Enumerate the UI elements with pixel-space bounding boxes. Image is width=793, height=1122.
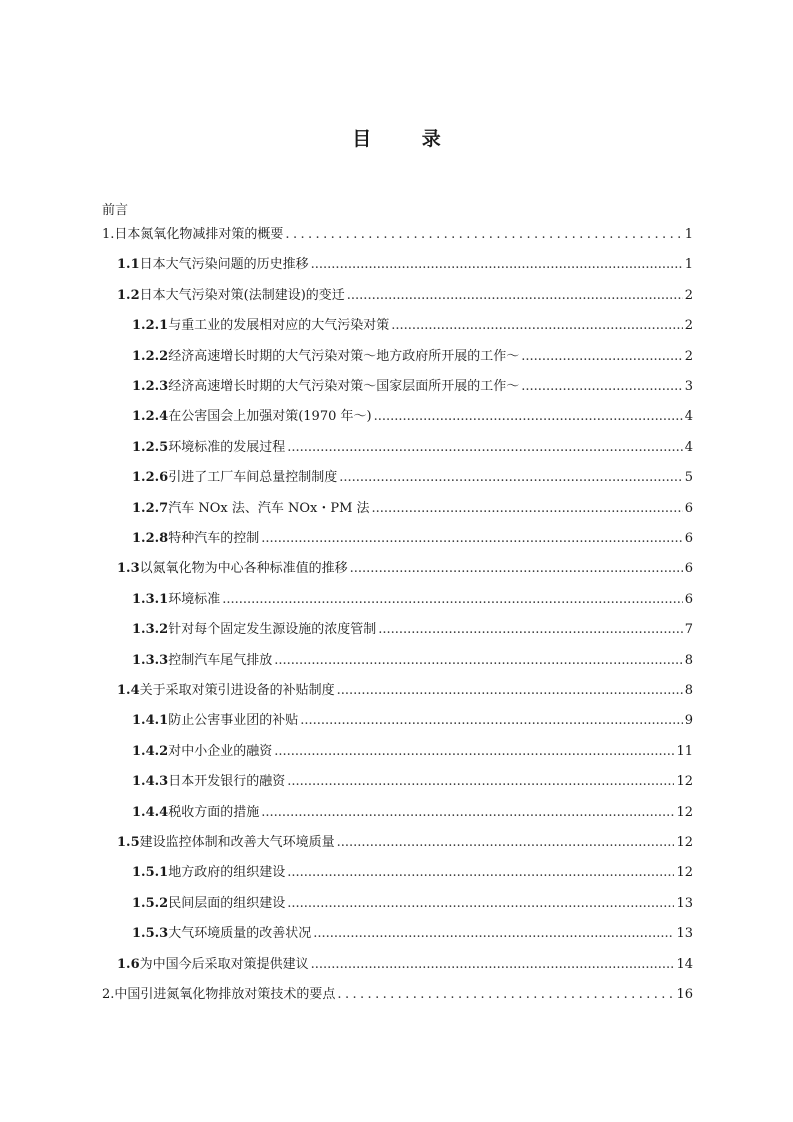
toc-entry[interactable]	[132, 316, 693, 336]
toc-entry[interactable]	[132, 863, 693, 883]
toc-entry-preface[interactable]: 前言	[102, 203, 129, 218]
toc-entry-title: 为中国今后采取对策提供建议	[139, 956, 309, 972]
toc-leader-dots	[287, 772, 674, 792]
toc-entry-number: 1.	[102, 227, 115, 242]
toc-entry[interactable]	[117, 833, 693, 853]
toc-entry[interactable]	[117, 681, 693, 701]
toc-entry-title: 日本大气污染问题的历史推移	[139, 257, 309, 273]
toc-leader-dots	[337, 985, 674, 1005]
toc-entry[interactable]	[132, 711, 693, 731]
toc-entry-title: 在公害国会上加强对策(1970 年～)	[168, 409, 372, 425]
toc-entry-number: 1.3.3	[132, 652, 169, 668]
toc-entry-title: 汽车 NOx 法、汽车 NOx・PM 法	[168, 500, 370, 516]
toc-leader-dots	[285, 225, 682, 245]
toc-entry-page: 4	[684, 409, 693, 425]
toc-leader-dots	[337, 681, 683, 701]
toc-leader-dots	[313, 924, 674, 944]
toc-entry-page: 2	[684, 348, 693, 364]
toc-leader-dots	[311, 955, 675, 975]
toc-entry[interactable]	[132, 651, 693, 671]
toc-entry-number: 1.3.1	[132, 591, 169, 607]
toc-leader-dots	[300, 711, 683, 731]
toc-entry-title: 特种汽车的控制	[168, 531, 260, 546]
toc-entry-title: 针对每个固定发生源设施的浓度管制	[168, 622, 377, 638]
toc-entry[interactable]	[132, 529, 693, 549]
toc-entry-title: 以氮氧化物为中心各种标准值的推移	[139, 561, 348, 577]
toc-entry-title: 经济高速增长时期的大气污染对策～国家层面所开展的工作～	[168, 379, 520, 394]
toc-entry-title: 民间层面的组织建设	[168, 895, 286, 911]
toc-entry-title: 日本大气污染对策(法制建设)的变迁	[139, 287, 345, 303]
toc-entry[interactable]	[132, 438, 693, 458]
toc-entry-page: 12	[676, 774, 693, 790]
toc-entry-number: 1.6	[117, 956, 140, 972]
toc-leader-dots	[378, 620, 683, 640]
toc-leader-dots	[339, 468, 683, 488]
toc-entry[interactable]	[132, 742, 693, 762]
toc-entry-number: 1.4	[117, 683, 140, 698]
toc-leader-dots	[521, 347, 683, 367]
toc-entry[interactable]	[132, 468, 693, 488]
toc-entry-number: 1.4.4	[132, 804, 169, 820]
toc-entry-number: 1.2.6	[132, 470, 169, 486]
toc-entry-number: 1.4.1	[132, 713, 169, 729]
toc-entry-title: 对中小企业的融资	[168, 743, 273, 759]
toc-leader-dots	[374, 407, 683, 427]
toc-entry-page: 14	[676, 956, 693, 972]
toc-entry[interactable]	[132, 924, 693, 944]
toc-entry-number: 1.2.1	[132, 318, 169, 334]
toc-leader-dots	[521, 377, 683, 397]
toc-entry-title: 日本氮氧化物减排对策的概要	[114, 227, 284, 242]
toc-entry[interactable]	[102, 985, 693, 1005]
toc-entry-title: 防止公害事业团的补贴	[168, 713, 299, 729]
toc-entry[interactable]	[132, 894, 693, 914]
toc-entry-page: 2	[684, 287, 693, 303]
toc-leader-dots	[287, 894, 674, 914]
toc-entry[interactable]	[117, 286, 693, 306]
toc-entry-page: 6	[684, 591, 693, 607]
toc-entry-title: 经济高速增长时期的大气污染对策～地方政府所开展的工作～	[168, 348, 520, 364]
toc-entry-title: 日本开发银行的融资	[168, 774, 286, 790]
toc-entry-title: 环境标准的发展过程	[168, 439, 286, 455]
toc-entry-number: 1.4.2	[132, 743, 169, 759]
toc-entry[interactable]	[102, 225, 693, 245]
toc-leader-dots	[337, 833, 675, 853]
toc-entry-number: 1.1	[117, 257, 140, 273]
toc-leader-dots	[274, 742, 674, 762]
toc-entry-page: 9	[684, 713, 693, 729]
toc-entry-number: 1.5.2	[132, 895, 169, 911]
toc-entry-number: 1.3	[117, 561, 140, 577]
toc-entry[interactable]	[117, 559, 693, 579]
toc-entry-page: 6	[684, 561, 693, 577]
toc-entry-page: 7	[684, 622, 693, 638]
toc-leader-dots	[347, 286, 683, 306]
toc-entry-title: 环境标准	[168, 591, 221, 607]
toc-entry-number: 1.2.2	[132, 348, 169, 364]
toc-entry[interactable]	[132, 499, 693, 519]
toc-entry[interactable]	[132, 590, 693, 610]
toc-entry[interactable]	[132, 347, 693, 367]
toc-entry-page: 13	[676, 895, 693, 911]
toc-leader-dots	[287, 863, 674, 883]
toc-entry-title: 大气环境质量的改善状况	[168, 926, 312, 942]
toc-entry-page: 12	[676, 835, 693, 850]
toc-entry-number: 1.5.1	[132, 865, 169, 881]
toc-entry-title: 税收方面的措施	[168, 804, 260, 820]
toc-entry-number: 1.2.5	[132, 439, 169, 455]
toc-entry-number: 1.5.3	[132, 926, 169, 942]
toc-entry-title: 控制汽车尾气排放	[168, 652, 273, 668]
toc-entry-page: 12	[676, 865, 693, 881]
toc-entry-page: 5	[684, 470, 693, 486]
toc-leader-dots	[222, 590, 683, 610]
toc-entry-page: 6	[684, 500, 693, 516]
toc-entry-page: 8	[684, 683, 693, 698]
toc-leader-dots	[261, 529, 683, 549]
toc-entry[interactable]	[132, 377, 693, 397]
toc-entry[interactable]	[132, 620, 693, 640]
toc-entry[interactable]	[117, 955, 693, 975]
toc-entry-number: 1.2.8	[132, 531, 169, 546]
toc-leader-dots	[311, 255, 683, 275]
toc-entry-page: 4	[684, 439, 693, 455]
toc-entry-page: 13	[676, 926, 693, 942]
toc-entry-number: 1.2.3	[132, 379, 169, 394]
toc-leader-dots	[350, 559, 683, 579]
toc-entry-number: 1.2.7	[132, 500, 169, 516]
toc-entry[interactable]	[132, 803, 693, 823]
toc-entry-page: 11	[676, 743, 693, 759]
toc-entry-number: 1.2	[117, 287, 140, 303]
toc-entry-title: 与重工业的发展相对应的大气污染对策	[168, 318, 390, 334]
toc-entry-title: 建设监控体制和改善大气环境质量	[139, 835, 335, 850]
toc-entry-number: 1.3.2	[132, 622, 169, 638]
toc-entry-page: 16	[676, 987, 693, 1002]
toc-entry-page: 12	[676, 804, 693, 820]
toc-entry-page: 3	[684, 379, 693, 394]
toc-entry-title: 关于采取对策引进设备的补贴制度	[139, 683, 335, 698]
toc-leader-dots	[372, 499, 683, 519]
toc-entry-page: 1	[684, 257, 693, 273]
toc-entry-number: 1.4.3	[132, 774, 169, 790]
toc-leader-dots	[287, 438, 683, 458]
toc-entry-title: 地方政府的组织建设	[168, 865, 286, 881]
toc-entry[interactable]	[132, 772, 693, 792]
toc-entry-title: 引进了工厂车间总量控制制度	[168, 470, 338, 486]
toc-leader-dots	[274, 651, 683, 671]
toc-entry[interactable]	[132, 407, 693, 427]
toc-entry-page: 6	[684, 531, 693, 546]
toc-entry-number: 1.2.4	[132, 409, 169, 425]
toc-entry-page: 1	[684, 227, 693, 242]
toc-leader-dots	[391, 316, 683, 336]
toc-entry-number: 1.5	[117, 835, 140, 850]
toc-entry-number: 2.	[102, 987, 115, 1002]
page-title: 目 录	[352, 128, 463, 150]
toc-entry-page: 2	[684, 318, 693, 334]
toc-entry[interactable]	[117, 255, 693, 275]
toc-leader-dots	[261, 803, 674, 823]
toc-entry-page: 8	[684, 652, 693, 668]
toc-entry-title: 中国引进氮氧化物排放对策技术的要点	[114, 987, 336, 1002]
